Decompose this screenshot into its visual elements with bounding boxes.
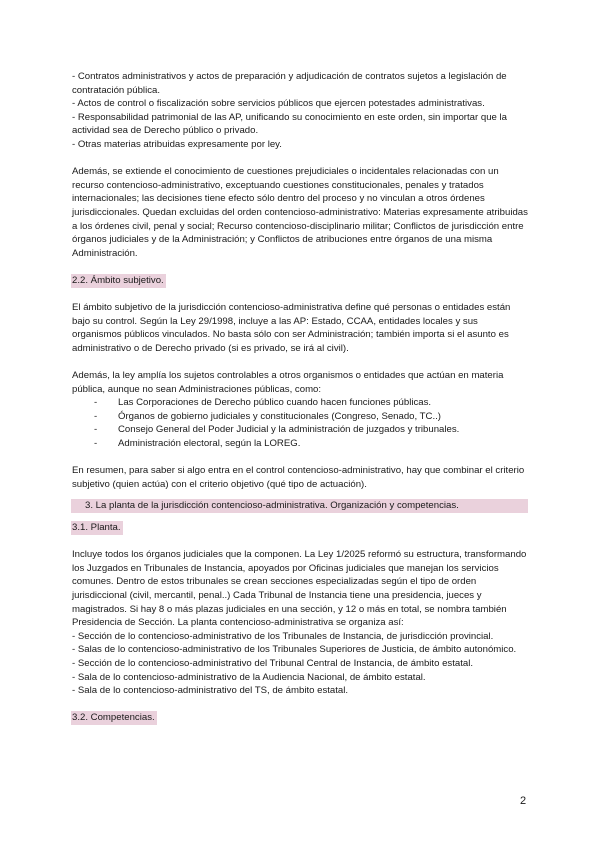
paragraph-prejudiciales: Además, se extiende el conocimiento de cuestiones prejudiciales o incidentales relacionadas con un recurso contencioso-administrativo, exceptuando cuestiones constitucionales, penales y tratados internacionales; las decisiones tiene efecto sólo dentro del proceso y no vinculan a otros órdenes jurisdiccionales. Quedan excluidas del orden contencioso-administrativo: Materias expresamente atribuidas a los órdenes civil, penal y social; Recurso contencioso-disciplinario militar; Conflictos de jurisdicción entre órganos judiciales y de la Administración; y Conflictos de atribuciones entre órganos de una misma Administración.	[72, 166, 528, 259]
paragraph-amplia: Además, la ley amplía los sujetos controlables a otros organismos o entidades que actúan en materia pública, aunque no sean Administraciones públicas, como:	[72, 370, 504, 395]
paragraph-subjetivo: El ámbito subjetivo de la jurisdicción contencioso-administrativa define qué personas o entidades están bajo su control. Según la Ley 29/1998, incluye a las AP: Estado, CCAA, entidades locales y sus organismos públicos vinculados. No basta sólo con ser Administración; también importa si el asunto es administrativo o de Derecho privado (si es privado, se irá al civil).	[72, 302, 511, 354]
list-item: - Consejo General del Poder Judicial y la administración de juzgados y tribunales.	[72, 423, 528, 437]
section-heading-3: 3. La planta de la jurisdicción contencioso-administrativa. Organización y competencias.	[71, 499, 528, 513]
planta-list	[72, 630, 528, 698]
list-item: - Órganos de gobierno judiciales y constitucionales (Congreso, Senado, TC..)	[72, 410, 528, 424]
section-heading-3-2: 3.2. Competencias.	[72, 712, 155, 724]
list-item: - Actos de control o fiscalización sobre servicios públicos que ejercen potestades administrativas.	[72, 98, 485, 110]
list-item: - Sala de lo contencioso-administrativo del TS, de ámbito estatal.	[72, 685, 349, 697]
paragraph-resumen: En resumen, para saber si algo entra en el control contencioso-administrativo, hay que combinar el criterio subjetivo (quien actúa) con el criterio objetivo (qué tipo de actuación).	[72, 465, 525, 490]
page-number: 2	[520, 795, 527, 807]
top-list	[72, 70, 528, 152]
list-item: - Sección de lo contencioso-administrativo de los Tribunales de Instancia, de jurisdicción provincial.	[72, 630, 494, 642]
list-item: - Salas de lo contencioso-administrativo de los Tribunales Superiores de Justicia, de ámbito autonómico.	[72, 644, 517, 656]
amplia-list	[72, 396, 528, 450]
list-item: - Contratos administrativos y actos de preparación y adjudicación de contratos sujetos a legislación de contratación pública.	[72, 71, 507, 96]
list-item: - Administración electoral, según la LOREG.	[72, 437, 528, 451]
list-item: - Otras materias atribuidas expresamente por ley.	[72, 138, 282, 150]
paragraph-planta: Incluye todos los órganos judiciales que la componen. La Ley 1/2025 reformó su estructura, transformando los Juzgados en Tribunales de Instancia, apoyados por Oficinas judiciales que manejan los servicios comunes. Dentro de estos tribunales se crean secciones especializadas según el tipo de orden jurisdiccional (civil, mercantil, penal..) Cada Tribunal de Instancia tiene una presidencia, jueces y magistrados. Si hay 8 o más plazas judiciales en una sección, y 12 o más en total, se nombra también Presidencia de Sección. La planta contencioso-administrativa se organiza así:	[72, 549, 527, 629]
list-item: - Sala de lo contencioso-administrativo de la Audiencia Nacional, de ámbito estatal.	[72, 671, 426, 683]
list-item: - Las Corporaciones de Derecho público cuando hacen funciones públicas.	[72, 396, 528, 410]
section-heading-2-2: 2.2. Ámbito subjetivo.	[72, 274, 164, 286]
list-item: - Sección de lo contencioso-administrativo del Tribunal Central de Instancia, de ámbito estatal.	[72, 657, 474, 669]
document-page	[72, 70, 528, 725]
section-heading-3-1: 3.1. Planta.	[72, 522, 121, 533]
list-item: - Responsabilidad patrimonial de las AP, unificando su conocimiento en este orden, sin importar que la actividad sea de Derecho público o privado.	[72, 111, 507, 137]
